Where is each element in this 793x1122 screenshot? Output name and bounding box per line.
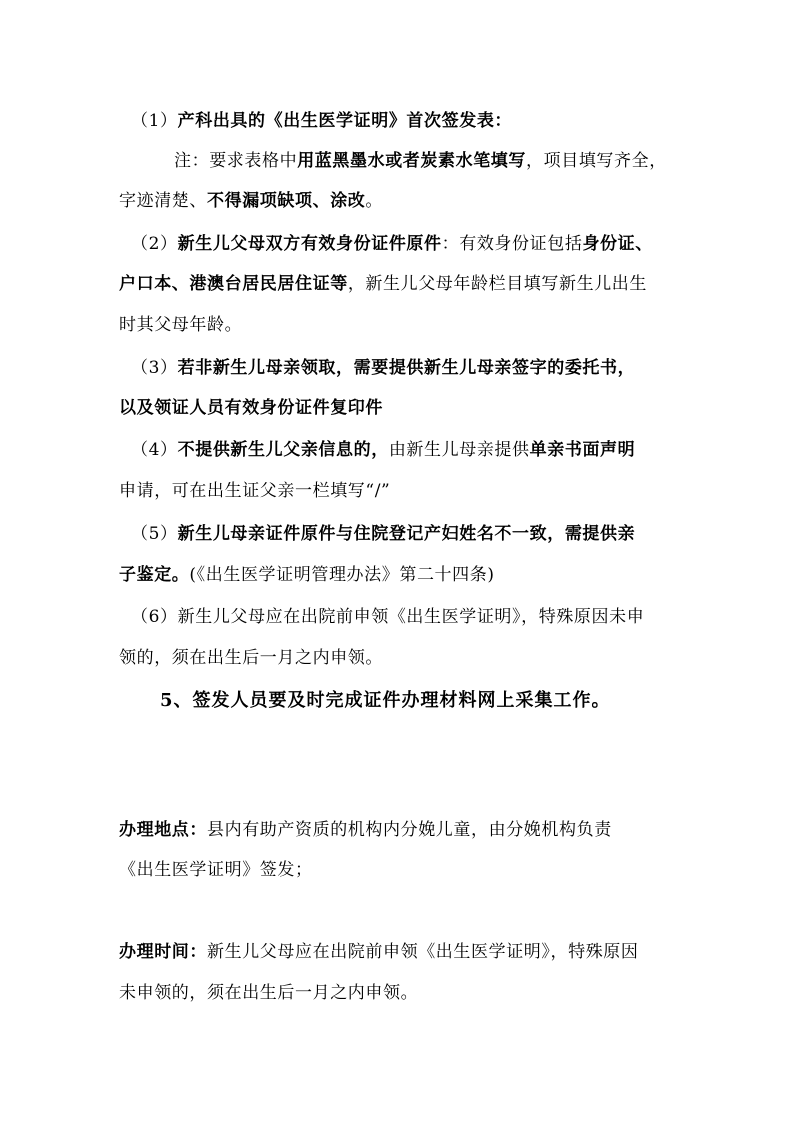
location-text: 县内有助产资质的机构内分娩儿童，由分娩机构负责	[207, 820, 612, 840]
item5-line1	[131, 523, 635, 545]
item3-emphasis: 若非新生儿母亲领取，需要提供新生儿母亲签字的委托书，	[177, 358, 636, 378]
note-text: 注：要求表格中	[174, 151, 298, 171]
time-label: 办理时间：	[119, 942, 207, 962]
item3-number: （3）	[131, 358, 178, 378]
item1-heading	[131, 110, 512, 132]
item5-line2	[119, 564, 495, 586]
item2-line2	[119, 273, 647, 295]
note-emphasis: 用蓝黑墨水或者炭素水笔填写	[297, 151, 527, 171]
item6-line1: （6）新生儿父母应在出院前申领《出生医学证明》，特殊原因未申	[131, 607, 645, 627]
item4-line2: 申请，可在出生证父亲一栏填写“/”	[119, 481, 391, 501]
item2-emphasis-3: 户口本、港澳台居民居住证等	[119, 274, 348, 294]
item5-number: （5）	[131, 524, 178, 544]
item5-emphasis: 新生儿母亲证件原件与住院登记产妇姓名不一致，需提供亲	[177, 524, 636, 544]
time-line2: 未申领的，须在出生后一月之内申领。	[119, 983, 419, 1003]
item4-text: 由新生儿母亲提供	[388, 440, 530, 460]
location-line2: 《出生医学证明》签发；	[119, 860, 313, 880]
note-emphasis: 不得漏项缺项、涂改	[207, 191, 366, 211]
item2-line1	[131, 233, 653, 255]
item2-line3: 时其父母年龄。	[119, 315, 243, 335]
item3-line1	[131, 357, 635, 379]
note-text: 字迹清楚、	[119, 191, 207, 211]
item2-emphasis-2: 身份证、	[582, 234, 653, 254]
item4-emphasis-2: 单亲书面声明	[529, 440, 636, 460]
location-label: 办理地点：	[119, 820, 207, 840]
item1-number: （1）	[131, 111, 178, 131]
item2-number: （2）	[131, 234, 178, 254]
time-line1	[119, 941, 639, 963]
item1-note-line1	[174, 150, 667, 172]
note-text-tail: ，项目填写齐全，	[526, 151, 667, 171]
location-line1	[119, 819, 612, 841]
item6-line2: 领的，须在出生后一月之内申领。	[119, 648, 383, 668]
item4-line1	[131, 439, 635, 461]
item3-line2: 以及领证人员有效身份证件复印件	[119, 398, 383, 418]
time-text: 新生儿父母应在出院前申领《出生医学证明》，特殊原因	[207, 942, 639, 962]
note-text-tail: 。	[365, 191, 384, 211]
item2-emphasis: 新生儿父母双方有效身份证件原件	[177, 234, 442, 254]
item5-emphasis-2: 子鉴定。	[119, 565, 190, 585]
item2-text-2: ，新生儿父母年龄栏目填写新生儿出生	[347, 274, 648, 294]
item1-title: 产科出具的《出生医学证明》首次签发表：	[177, 111, 513, 131]
point5-heading: 5、签发人员要及时完成证件办理材料网上采集工作。	[160, 690, 611, 711]
item1-note-line2	[119, 190, 383, 212]
item4-emphasis: 不提供新生儿父亲信息的，	[177, 440, 389, 460]
item2-text: ：有效身份证包括	[441, 234, 583, 254]
item5-citation: (《出生医学证明管理办法》第二十四条)	[189, 565, 495, 585]
item4-number: （4）	[131, 440, 178, 460]
